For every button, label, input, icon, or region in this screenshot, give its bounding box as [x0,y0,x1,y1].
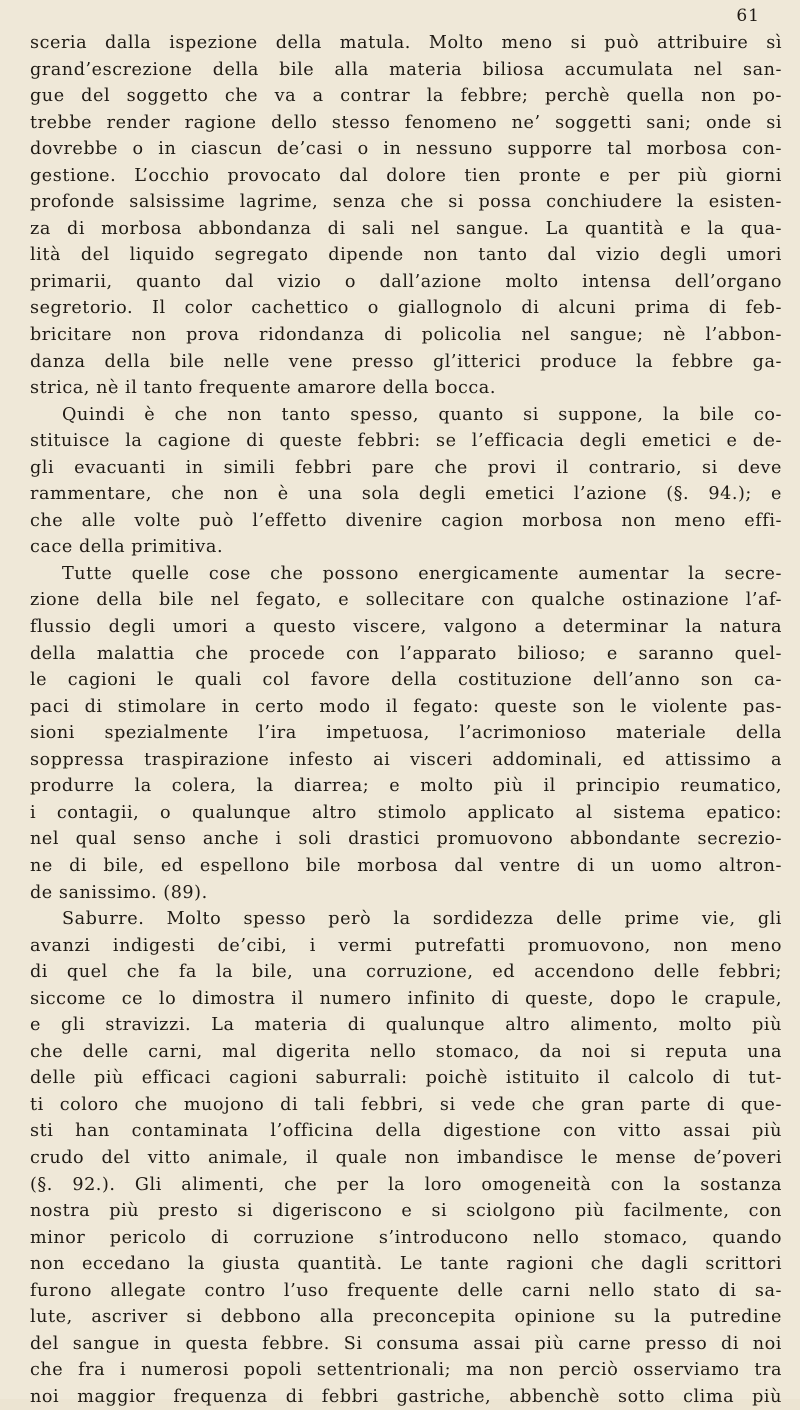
text-line: i contagii, o qualunque altro stimolo applicato al sistema epatico: [30,802,782,823]
text-line: sceria dalla ispezione della matula. Molto meno si può attribuire sì [30,33,782,53]
text-line: ti coloro che muojono di tali febbri, si vede che gran parte di que- [30,1094,782,1115]
text-line: noi maggior frequenza di febbri gastriche, abbenchè sotto clima più [30,1386,782,1407]
text-line: trebbe render ragione dello stesso fenomeno ne’ soggetti sani; onde si [30,112,782,133]
text-line: Saburre. Molto spesso però la sordidezza delle prime vie, gli [62,909,782,930]
text-line: grand’escrezione della bile alla materia biliosa accumulata nel san- [30,59,782,80]
text-line: lità del liquido segregato dipende non tanto dal vizio degli umori [30,245,782,266]
text-line: sti han contaminata l’officina della digestione con vitto assai più [30,1121,782,1142]
text-line: crudo del vitto animale, il quale non imbandisce le mense de’poveri [30,1147,782,1168]
text-line: nel qual senso anche i soli drastici promuovono abbondante secrezio- [30,829,782,850]
text-line: primarii, quanto dal vizio o dall’azione molto intensa dell’organo [30,271,782,292]
text-line: lute, ascriver si debbono alla preconcepita opinione su la putredine [30,1307,782,1328]
text-line: furono allegate contro l’uso frequente delle carni nello stato di sa- [30,1280,782,1301]
text-line: non eccedano la giusta quantità. Le tante ragioni che dagli scrittori [30,1254,782,1275]
text-line: avanzi indigesti de’cibi, i vermi putrefatti promuovono, non meno [30,935,782,956]
text-line: le cagioni le quali col favore della costituzione dell’anno son ca- [30,670,782,691]
text-line: de sanissimo. (89). [30,882,208,903]
text-line: gestione. L’occhio provocato dal dolore tien pronte e per più giorni [30,165,782,186]
text-line: dovrebbe o in ciascun de’casi o in nessuno supporre tal morbosa con- [30,139,782,160]
text-line: gue del soggetto che va a contrar la febbre; perchè quella non po- [30,86,782,107]
text-line: delle più efficaci cagioni saburrali: poichè istituito il calcolo di tut- [30,1068,782,1089]
text-line: della malattia che procede con l’apparato bilioso; e saranno quel- [30,643,782,664]
text-line: che delle carni, mal digerita nello stomaco, da noi si reputa una [30,1041,782,1062]
text-line: minor pericolo di corruzione s’introducono nello stomaco, quando [30,1227,782,1248]
text-line: strica, nè il tanto frequente amarore della bocca. [30,378,496,399]
body-text [30,30,782,1410]
text-line: Quindi è che non tanto spesso, quanto si suppone, la bile co- [62,404,782,425]
text-line: Tutte quelle cose che possono energicamente aumentar la secre- [62,563,782,584]
text-line: e gli stravizzi. La materia di qualunque altro alimento, molto più [30,1015,782,1036]
text-line: paci di stimolare in certo modo il fegato: queste son le violente pas- [30,696,782,717]
text-line: gli evacuanti in simili febbri pare che provi il contrario, si deve [30,457,782,478]
text-line: flussio degli umori a questo viscere, valgono a determinar la natura [30,617,782,638]
text-line: zione della bile nel fegato, e sollecitare con qualche ostinazione l’af- [30,590,782,611]
text-line: siccome ce lo dimostra il numero infinito di queste, dopo le crapule, [30,988,782,1009]
text-line: del sangue in questa febbre. Si consuma assai più carne presso di noi [30,1333,782,1354]
text-line: sioni spezialmente l’ira impetuosa, l’acrimonioso materiale della [30,723,782,744]
page-number: 61 [736,6,760,26]
text-line: soppressa traspirazione infesto ai visceri addominali, ed attissimo a [30,749,782,770]
text-line: di quel che fa la bile, una corruzione, ed accendono delle febbri; [30,962,782,983]
text-line: (§. 92.). Gli alimenti, che per la loro omogeneità con la sostanza [30,1174,782,1195]
text-line: za di morbosa abbondanza di sali nel sangue. La quantità e la qua- [30,218,782,239]
text-line: profonde salsissime lagrime, senza che si possa conchiudere la esisten- [30,192,782,213]
text-line: rammentare, che non è una sola degli emetici l’azione (§. 94.); e [30,484,782,505]
text-line: bricitare non prova ridondanza di policolia nel sangue; nè l’abbon- [30,325,782,346]
text-line: segretorio. Il color cachettico o giallognolo di alcuni prima di feb- [30,298,782,319]
text-line: nostra più presto si digeriscono e si sciolgono più facilmente, con [30,1201,782,1222]
text-line: danza della bile nelle vene presso gl’itterici produce la febbre ga- [30,351,782,372]
text-line: ne di bile, ed espellono bile morbosa dal ventre di un uomo altron- [30,855,782,876]
text-line: che fra i numerosi popoli settentrionali; ma non perciò osserviamo tra [30,1360,782,1381]
text-line: stituisce la cagione di queste febbri: se l’efficacia degli emetici e de- [30,431,782,452]
text-line: produrre la colera, la diarrea; e molto più il principio reumatico, [30,776,782,797]
text-line: che alle volte può l’effetto divenire cagion morbosa non meno effi- [30,510,782,531]
text-line: cace della primitiva. [30,537,224,558]
